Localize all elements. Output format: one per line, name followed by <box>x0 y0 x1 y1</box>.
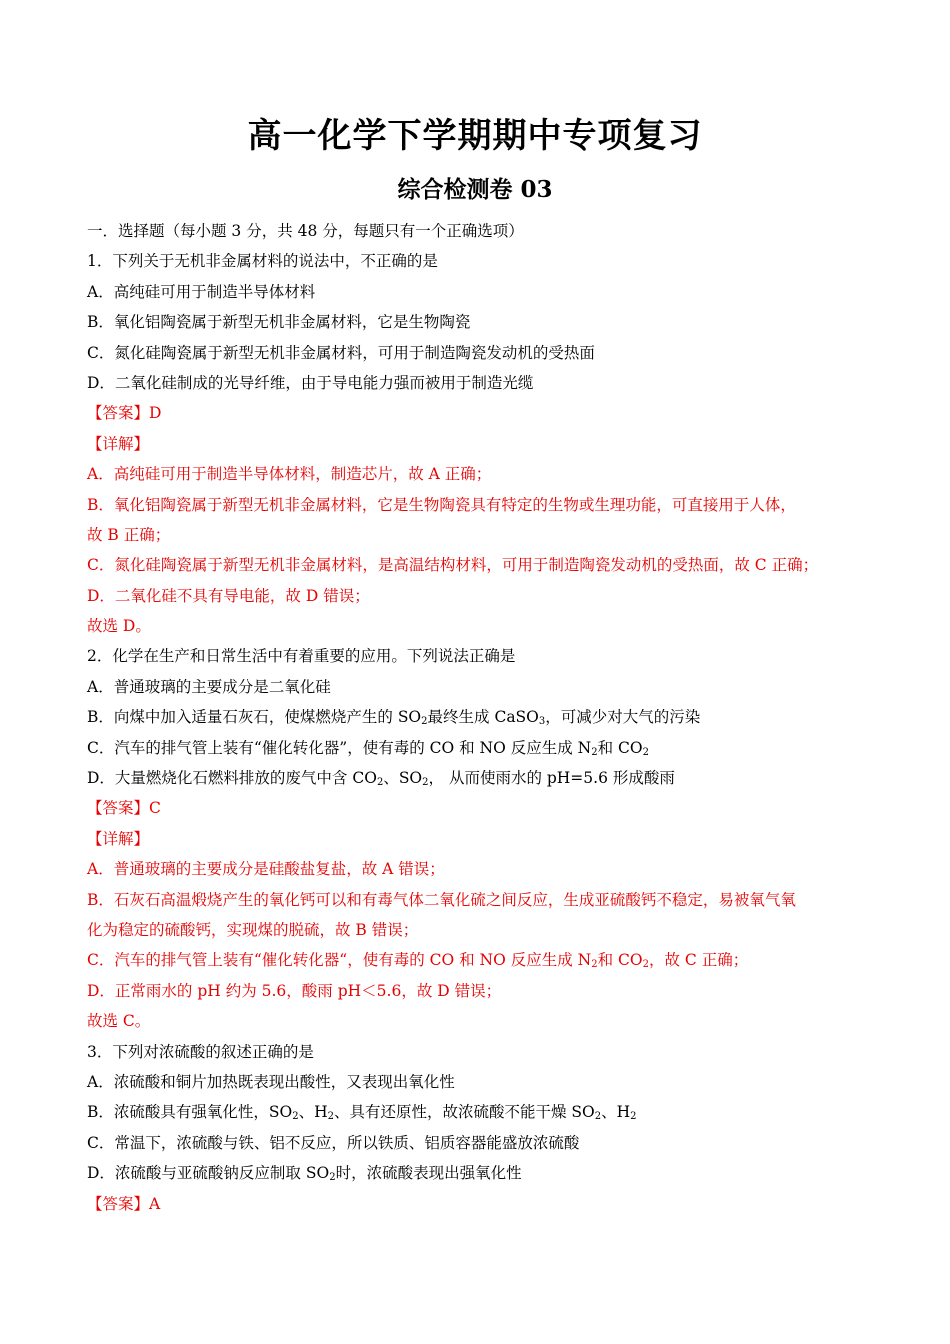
q2-explanation-c: C．汽车的排气管上装有“催化转化器“，使有毒的 CO 和 NO 反应生成 $N_2$和 $CO_2$，故 C 正确； <box>87 951 749 971</box>
section-heading: 一．选择题（每小题 3 分，共 48 分，每题只有一个正确选项） <box>87 222 524 240</box>
q1-option-c: C．氮化硅陶瓷属于新型无机非金属材料，可用于制造陶瓷发动机的受热面 <box>87 343 595 362</box>
q2-explanation-b-line2: 化为稳定的硫酸钙，实现煤的脱硫，故 B 错误； <box>87 920 419 939</box>
q1-option-d: D．二氧化硅制成的光导纤维，由于导电能力强而被用于制造光缆 <box>87 373 534 392</box>
q1-answer: 【答案】D <box>87 404 162 423</box>
q1-conclusion: 故选 D。 <box>87 617 151 636</box>
q2-explanation-b-line1: B．石灰石高温煅烧产生的氧化钙可以和有毒气体二氧化硫之间反应，生成亚硫酸钙不稳定，易被氧气氧 <box>87 890 796 909</box>
page-subtitle: 综合检测卷 03 <box>397 176 553 203</box>
q1-option-a: A．高纯硅可用于制造半导体材料 <box>87 282 316 301</box>
q1-explanation-c: C．氮化硅陶瓷属于新型无机非金属材料，是高温结构材料，可用于制造陶瓷发动机的受热面，故 C 正确； <box>87 556 819 575</box>
q2-option-b: B．向煤中加入适量石灰石，使煤燃烧产生的 $SO_2$最终生成 CaSO$_3$，可减少对大气的污染 <box>87 708 701 728</box>
q3-answer: 【答案】A <box>87 1194 161 1213</box>
q3-option-d: D．浓硫酸与亚硫酸钠反应制取 $SO_2$时，浓硫酸表现出强氧化性 <box>87 1164 522 1184</box>
document-body <box>87 216 867 1219</box>
q1-explanation-a: A．高纯硅可用于制造半导体材料，制造芯片，故 A 正确； <box>87 465 492 484</box>
q3-option-b: B．浓硫酸具有强氧化性，$SO_2$、$H_2$、具有还原性，故浓硫酸不能干燥 $SO_2$、$H_2$ <box>87 1103 637 1123</box>
q1-explanation-b-line2: 故 B 正确； <box>87 525 171 544</box>
q1-detail-label: 【详解】 <box>87 434 150 453</box>
page-title: 高一化学下学期期中专项复习 <box>247 116 703 156</box>
q1-explanation-b-line1: B．氧化铝陶瓷属于新型无机非金属材料，它是生物陶瓷具有特定的生物或生理功能，可直接用于人体， <box>87 495 796 514</box>
q2-option-c: C．汽车的排气管上装有“催化转化器”，使有毒的 CO 和 NO 反应生成 $N_2$和 $CO_2$ <box>87 738 649 758</box>
q2-conclusion: 故选 C。 <box>87 1012 151 1031</box>
q2-detail-label: 【详解】 <box>87 829 150 848</box>
q2-explanation-d: D．正常雨水的 pH 约为 5.6，酸雨 pH＜5.6，故 D 错误； <box>87 981 502 1000</box>
q1-explanation-d: D．二氧化硅不具有导电能，故 D 错误； <box>87 586 370 605</box>
q3-option-a: A．浓硫酸和铜片加热既表现出酸性，又表现出氧化性 <box>87 1072 455 1091</box>
q2-option-a: A．普通玻璃的主要成分是二氧化硅 <box>87 677 331 696</box>
q2-option-d: D．大量燃烧化石燃料排放的废气中含 $CO_2$、$SO_2$， 从而使雨水的 pH=5.6 形成酸雨 <box>87 769 675 789</box>
q1-option-b: B．氧化铝陶瓷属于新型无机非金属材料，它是生物陶瓷 <box>87 313 471 332</box>
q2-explanation-a: A．普通玻璃的主要成分是硅酸盐复盐，故 A 错误； <box>87 860 445 879</box>
q1-stem: 1．下列关于无机非金属材料的说法中，不正确的是 <box>87 252 438 271</box>
q3-option-c: C．常温下，浓硫酸与铁、铝不反应，所以铁质、铝质容器能盛放浓硫酸 <box>87 1133 580 1152</box>
q2-stem: 2．化学在生产和日常生活中有着重要的应用。下列说法正确是 <box>87 647 516 666</box>
q3-stem: 3．下列对浓硫酸的叙述正确的是 <box>87 1042 314 1061</box>
q2-answer: 【答案】C <box>87 799 161 818</box>
